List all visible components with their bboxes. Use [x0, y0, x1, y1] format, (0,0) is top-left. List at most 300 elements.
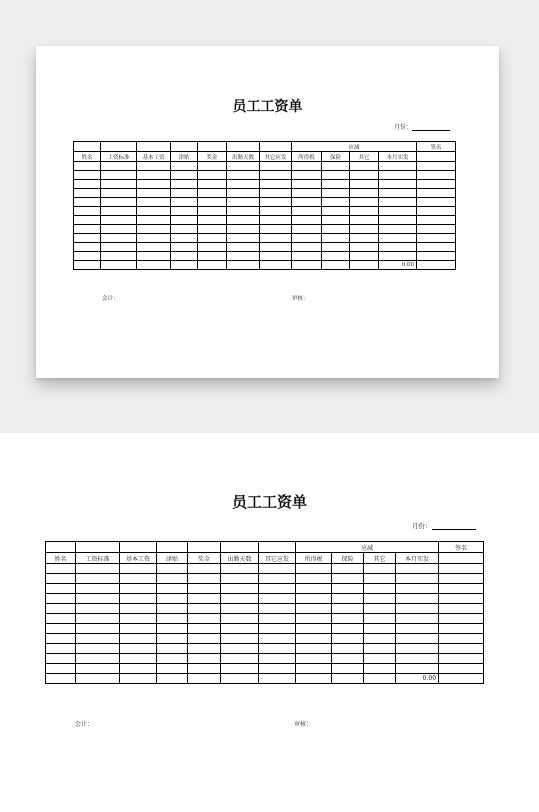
table-cell	[137, 252, 171, 261]
table-cell	[396, 614, 439, 624]
column-header: 基本工资	[120, 553, 157, 564]
table-cell	[296, 614, 332, 624]
table-row	[46, 594, 484, 604]
table-cell	[157, 564, 188, 574]
table-cell	[188, 594, 221, 604]
table-cell	[101, 189, 137, 198]
table-cell	[260, 171, 292, 180]
table-cell	[396, 594, 439, 604]
table-cell	[137, 189, 171, 198]
blank-cell	[227, 142, 260, 152]
table-cell	[188, 574, 221, 584]
table-cell	[322, 180, 350, 189]
table-cell	[322, 252, 350, 261]
table-cell	[417, 171, 456, 180]
table-cell	[188, 624, 221, 634]
table-cell	[350, 261, 379, 270]
table-cell	[74, 162, 101, 171]
table-cell	[74, 189, 101, 198]
reviewer-label: 审核：	[294, 721, 313, 728]
column-header: 其它	[350, 152, 379, 162]
table-cell	[171, 189, 198, 198]
sheet-title: 员工工资单	[232, 99, 303, 115]
table-cell	[396, 634, 439, 644]
table-cell	[76, 654, 120, 664]
table-cell	[221, 604, 259, 614]
table-cell	[332, 674, 364, 684]
table-row	[46, 654, 484, 664]
table-row	[46, 604, 484, 614]
table-cell	[171, 225, 198, 234]
column-header: 工资标准	[76, 553, 120, 564]
signature-header: 签名	[417, 142, 456, 152]
table-cell	[439, 664, 484, 674]
table-cell	[292, 207, 322, 216]
table-cell	[439, 614, 484, 624]
table-cell	[221, 624, 259, 634]
table-cell	[322, 162, 350, 171]
column-header: 其它	[364, 553, 396, 564]
table-cell	[417, 252, 456, 261]
table-cell	[322, 234, 350, 243]
table-cell	[46, 634, 76, 644]
table-cell	[46, 604, 76, 614]
table-cell	[188, 584, 221, 594]
table-cell	[260, 162, 292, 171]
table-cell	[379, 198, 417, 207]
table-cell	[76, 594, 120, 604]
table-cell	[296, 654, 332, 664]
total-row	[74, 261, 456, 270]
table-cell	[260, 216, 292, 225]
table-cell	[259, 634, 296, 644]
table-cell	[439, 624, 484, 634]
table-cell	[76, 574, 120, 584]
table-cell	[364, 674, 396, 684]
table-cell	[74, 243, 101, 252]
table-cell	[260, 261, 292, 270]
table-cell	[137, 225, 171, 234]
table-cell	[101, 207, 137, 216]
table-row	[74, 180, 456, 189]
table-cell	[332, 604, 364, 614]
table-cell	[120, 654, 157, 664]
table-cell	[259, 594, 296, 604]
table-cell	[364, 594, 396, 604]
table-cell	[227, 207, 260, 216]
column-header: 出勤天数	[227, 152, 260, 162]
table-cell	[417, 180, 456, 189]
table-cell	[227, 189, 260, 198]
blank-cell	[157, 542, 188, 553]
table-cell	[157, 674, 188, 684]
table-row	[74, 225, 456, 234]
table-cell	[157, 664, 188, 674]
month-blank-line	[432, 521, 476, 530]
month-blank-line	[412, 123, 450, 131]
blank-cell	[221, 542, 259, 553]
table-cell	[259, 654, 296, 664]
table-cell	[350, 234, 379, 243]
table-cell	[379, 171, 417, 180]
table-cell	[322, 225, 350, 234]
table-cell	[188, 664, 221, 674]
table-cell	[260, 198, 292, 207]
table-cell	[379, 225, 417, 234]
column-header: 奖金	[198, 152, 227, 162]
table-cell	[364, 604, 396, 614]
table-cell	[296, 564, 332, 574]
table-cell	[296, 584, 332, 594]
table-cell	[332, 644, 364, 654]
sheet-title: 员工工资单	[231, 493, 307, 511]
blank-cell	[171, 142, 198, 152]
table-cell	[259, 604, 296, 614]
column-header-row	[74, 152, 456, 162]
table-cell	[157, 584, 188, 594]
table-cell	[76, 644, 120, 654]
table-cell	[439, 594, 484, 604]
table-cell	[292, 216, 322, 225]
table-cell	[46, 584, 76, 594]
table-cell	[46, 614, 76, 624]
full-sheet-area	[0, 433, 539, 812]
table-cell	[137, 198, 171, 207]
table-cell	[171, 252, 198, 261]
blank-cell	[439, 553, 484, 564]
table-cell	[101, 162, 137, 171]
table-row	[74, 234, 456, 243]
table-cell	[350, 162, 379, 171]
table-cell	[350, 207, 379, 216]
table-cell	[396, 654, 439, 664]
table-cell	[137, 162, 171, 171]
table-cell	[101, 180, 137, 189]
payroll-table	[45, 541, 484, 684]
table-cell	[260, 234, 292, 243]
blank-cell	[137, 142, 171, 152]
table-cell	[260, 252, 292, 261]
table-cell	[120, 594, 157, 604]
table-cell	[74, 180, 101, 189]
table-cell	[198, 252, 227, 261]
table-cell	[364, 634, 396, 644]
table-cell	[157, 654, 188, 664]
table-cell	[350, 225, 379, 234]
table-cell	[296, 634, 332, 644]
table-cell	[350, 198, 379, 207]
group-header-deductions: 应减	[292, 142, 417, 152]
table-row	[46, 564, 484, 574]
month-label: 月份：	[412, 522, 432, 530]
table-row	[74, 207, 456, 216]
table-cell	[350, 171, 379, 180]
table-cell	[364, 614, 396, 624]
table-row	[46, 584, 484, 594]
table-row	[74, 243, 456, 252]
table-cell	[74, 171, 101, 180]
table-cell	[364, 644, 396, 654]
table-cell	[379, 180, 417, 189]
table-cell	[221, 674, 259, 684]
table-cell	[292, 180, 322, 189]
table-cell	[74, 234, 101, 243]
table-cell	[46, 574, 76, 584]
table-cell	[417, 207, 456, 216]
table-cell	[227, 243, 260, 252]
table-cell	[46, 674, 76, 684]
month-label: 月份：	[394, 124, 413, 131]
table-cell	[259, 664, 296, 674]
table-cell	[379, 189, 417, 198]
table-cell	[101, 234, 137, 243]
payroll-sheet-preview	[36, 46, 499, 378]
table-cell	[296, 674, 332, 684]
table-cell	[417, 216, 456, 225]
table-cell	[188, 644, 221, 654]
table-cell	[322, 243, 350, 252]
table-cell	[292, 189, 322, 198]
table-cell	[332, 614, 364, 624]
table-cell	[76, 624, 120, 634]
table-cell	[296, 664, 332, 674]
table-row	[46, 644, 484, 654]
table-cell	[364, 574, 396, 584]
table-cell	[171, 198, 198, 207]
table-cell	[292, 162, 322, 171]
group-header-row	[74, 142, 456, 152]
table-cell	[227, 252, 260, 261]
table-cell	[198, 243, 227, 252]
table-cell	[198, 234, 227, 243]
column-header: 津贴	[157, 553, 188, 564]
table-cell	[417, 243, 456, 252]
table-cell	[76, 664, 120, 674]
table-cell	[379, 216, 417, 225]
table-cell	[74, 216, 101, 225]
table-cell	[46, 654, 76, 664]
table-cell	[120, 584, 157, 594]
table-cell	[396, 624, 439, 634]
table-cell	[322, 189, 350, 198]
group-header-deductions: 应减	[296, 542, 439, 553]
table-cell	[259, 564, 296, 574]
table-row	[74, 171, 456, 180]
table-cell	[120, 614, 157, 624]
table-cell	[46, 664, 76, 674]
table-row	[74, 216, 456, 225]
table-cell	[350, 189, 379, 198]
table-cell	[198, 171, 227, 180]
table-cell	[292, 252, 322, 261]
table-cell	[396, 574, 439, 584]
reviewer-label: 审核：	[292, 296, 309, 302]
table-cell	[137, 180, 171, 189]
table-row	[46, 664, 484, 674]
table-cell	[137, 261, 171, 270]
table-cell	[157, 614, 188, 624]
accountant-label: 会计：	[102, 296, 119, 302]
table-cell	[120, 644, 157, 654]
table-cell	[350, 180, 379, 189]
table-cell	[221, 574, 259, 584]
table-cell	[101, 216, 137, 225]
table-row	[74, 162, 456, 171]
table-cell	[259, 644, 296, 654]
column-header: 基本工资	[137, 152, 171, 162]
table-cell	[137, 171, 171, 180]
table-cell	[198, 207, 227, 216]
column-header: 其它应发	[259, 553, 296, 564]
table-cell	[364, 564, 396, 574]
table-cell	[227, 261, 260, 270]
table-cell	[417, 225, 456, 234]
table-cell	[292, 198, 322, 207]
table-cell	[296, 594, 332, 604]
table-row	[46, 634, 484, 644]
table-cell	[417, 189, 456, 198]
column-header: 其它应发	[260, 152, 292, 162]
table-cell	[171, 171, 198, 180]
table-cell	[292, 234, 322, 243]
table-cell	[198, 189, 227, 198]
table-cell	[76, 564, 120, 574]
table-row	[46, 624, 484, 634]
table-cell	[74, 261, 101, 270]
table-cell	[350, 216, 379, 225]
column-header: 保险	[332, 553, 364, 564]
table-cell	[322, 198, 350, 207]
blank-cell	[101, 142, 137, 152]
table-cell	[296, 644, 332, 654]
accountant-label: 会计：	[75, 721, 94, 728]
table-cell	[137, 207, 171, 216]
table-cell	[120, 604, 157, 614]
table-cell	[322, 261, 350, 270]
column-header: 所得税	[296, 553, 332, 564]
blank-cell	[120, 542, 157, 553]
table-cell	[396, 584, 439, 594]
preview-card	[36, 46, 499, 378]
table-cell	[227, 225, 260, 234]
table-cell	[101, 225, 137, 234]
table-cell	[417, 162, 456, 171]
table-cell	[101, 198, 137, 207]
table-cell	[296, 574, 332, 584]
table-cell	[101, 171, 137, 180]
column-header: 出勤天数	[221, 553, 259, 564]
table-cell	[332, 584, 364, 594]
group-header-row	[46, 542, 484, 553]
column-header: 保险	[322, 152, 350, 162]
table-cell	[198, 198, 227, 207]
table-cell	[198, 225, 227, 234]
table-cell	[322, 171, 350, 180]
table-cell	[76, 634, 120, 644]
table-cell	[396, 644, 439, 654]
table-cell	[439, 634, 484, 644]
blank-cell	[259, 542, 296, 553]
table-cell	[379, 243, 417, 252]
table-cell	[188, 614, 221, 624]
table-cell	[171, 207, 198, 216]
blank-cell	[260, 142, 292, 152]
table-cell	[171, 216, 198, 225]
table-cell	[221, 654, 259, 664]
table-cell	[322, 207, 350, 216]
table-cell	[439, 584, 484, 594]
table-cell	[74, 252, 101, 261]
table-cell	[417, 261, 456, 270]
table-cell	[157, 604, 188, 614]
table-cell	[322, 216, 350, 225]
table-cell	[171, 162, 198, 171]
table-cell	[46, 564, 76, 574]
table-cell	[260, 225, 292, 234]
table-cell	[76, 614, 120, 624]
column-header: 姓名	[74, 152, 101, 162]
total-row	[46, 674, 484, 684]
table-cell	[76, 604, 120, 614]
column-header: 本月实发	[379, 152, 417, 162]
table-cell	[120, 664, 157, 674]
table-cell	[198, 216, 227, 225]
signature-header: 签名	[439, 542, 484, 553]
table-row	[46, 614, 484, 624]
total-net-pay: 0.00	[379, 261, 417, 270]
table-cell	[198, 180, 227, 189]
table-cell	[439, 654, 484, 664]
table-cell	[260, 243, 292, 252]
table-cell	[120, 674, 157, 684]
table-row	[46, 574, 484, 584]
table-cell	[296, 624, 332, 634]
table-cell	[332, 664, 364, 674]
blank-cell	[188, 542, 221, 553]
table-cell	[221, 614, 259, 624]
table-cell	[188, 634, 221, 644]
table-cell	[417, 234, 456, 243]
table-cell	[171, 261, 198, 270]
table-cell	[379, 234, 417, 243]
table-cell	[137, 243, 171, 252]
table-row	[74, 252, 456, 261]
table-cell	[171, 234, 198, 243]
table-cell	[120, 624, 157, 634]
table-cell	[332, 624, 364, 634]
table-cell	[137, 216, 171, 225]
table-cell	[157, 594, 188, 604]
table-cell	[188, 674, 221, 684]
column-header: 奖金	[188, 553, 221, 564]
blank-cell	[46, 542, 76, 553]
table-cell	[396, 664, 439, 674]
blank-cell	[417, 152, 456, 162]
table-cell	[221, 594, 259, 604]
column-header: 所得税	[292, 152, 322, 162]
table-cell	[227, 180, 260, 189]
table-cell	[120, 564, 157, 574]
column-header: 本月实发	[396, 553, 439, 564]
table-cell	[227, 171, 260, 180]
payroll-sheet	[0, 433, 539, 812]
table-cell	[221, 564, 259, 574]
table-cell	[379, 207, 417, 216]
table-cell	[221, 584, 259, 594]
table-cell	[260, 207, 292, 216]
month-field	[394, 122, 450, 131]
table-cell	[332, 564, 364, 574]
